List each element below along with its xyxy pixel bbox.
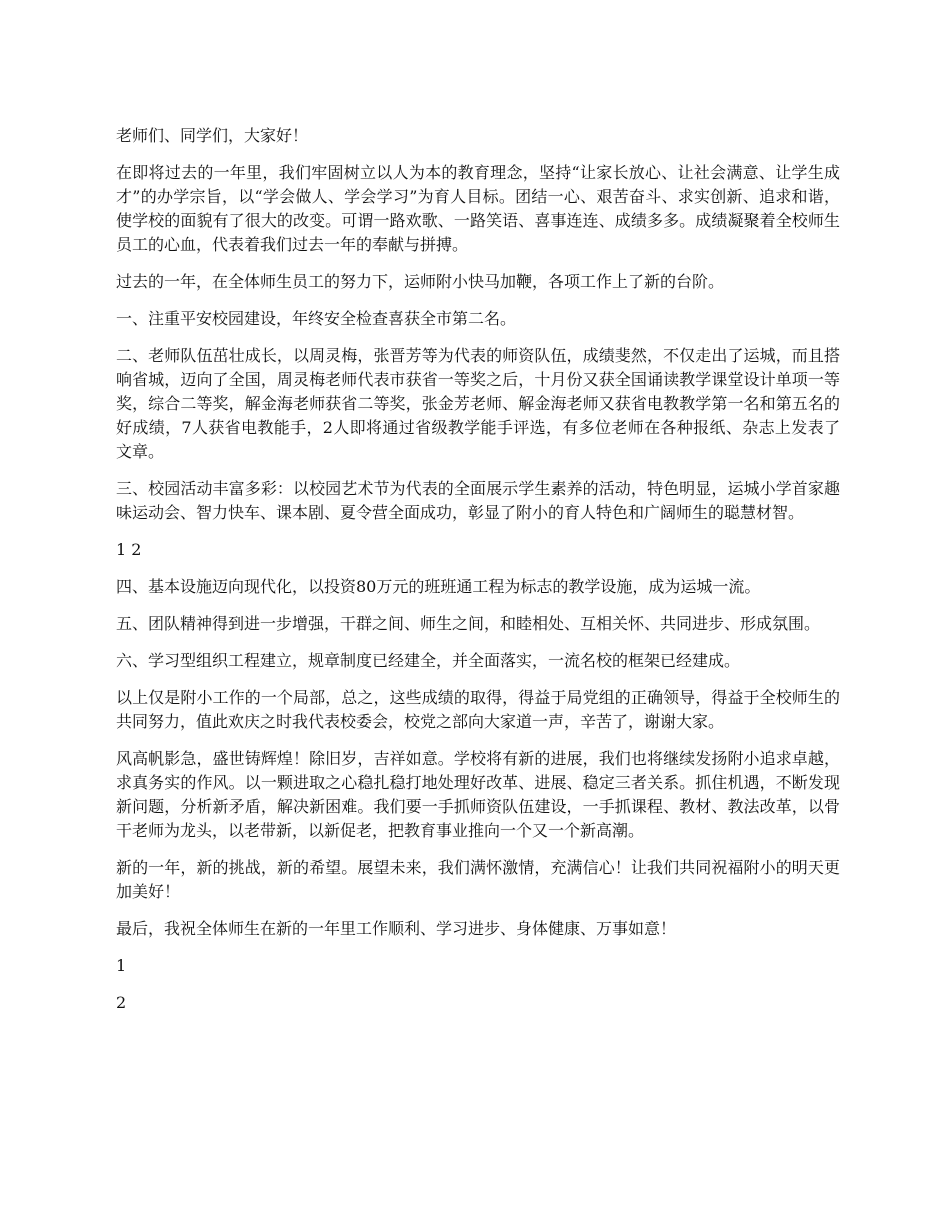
thanks-paragraph: 以上仅是附小工作的一个局部，总之，这些成绩的取得，得益于局党组的正确领导，得益于全校师生的共同努力，值此欢庆之时我代表校委会，校党之部向大家道一声，辛苦了，谢谢大家。 bbox=[116, 688, 840, 731]
item-four-paragraph: 四、基本设施迈向现代化，以投资80万元的班班通工程为标志的教学设施，成为运城一流。 bbox=[116, 577, 761, 596]
item-three-paragraph: 三、校园活动丰富多彩：以校园艺术节为代表的全面展示学生素养的活动，特色明显，运城小学首家趣味运动会、智力快车、课本剧、夏令营全面成功，彰显了附小的育人特色和广阔师生的聪慧材智。 bbox=[116, 479, 840, 522]
item-six-paragraph: 六、学习型组织工程建立，规章制度已经建全，并全面落实，一流名校的框架已经建成。 bbox=[116, 651, 741, 670]
page-marker-paragraph: 1 2 bbox=[116, 540, 142, 559]
summary-paragraph: 过去的一年，在全体师生员工的努力下，运师附小快马加鞭，各项工作上了新的台阶。 bbox=[116, 272, 725, 291]
item-two-paragraph: 二、老师队伍茁壮成长，以周灵梅，张晋芳等为代表的师资队伍，成绩斐然，不仅走出了运城，而且搭响省城，迈向了全国，周灵梅老师代表市获省一等奖之后，十月份又获全国诵读教学课堂设计单项一等奖，综合二等奖，解金海老师获省二等奖，张金芳老师、解金海老师又获省电教教学第一名和第五名的好成绩，7人获省电教能手，2人即将通过省级教学能手评选，有多位老师在各种报纸、杂志上发表了文章。 bbox=[116, 346, 840, 461]
page-number-2: 2 bbox=[116, 993, 127, 1012]
greeting-paragraph: 老师们、同学们，大家好！ bbox=[116, 126, 309, 145]
page-number-1: 1 bbox=[116, 956, 127, 975]
intro-paragraph: 在即将过去的一年里，我们牢固树立以人为本的教育理念，坚持“让家长放心、让社会满意、让学生成才”的办学宗旨，以“学会做人、学会学习”为育人目标。团结一心、艰苦奋斗、求实创新、追求和谐，使学校的面貌有了很大的改变。可谓一路欢歌、一路笑语、喜事连连、成绩多多。成绩凝聚着全校师生员工的心血，代表着我们过去一年的奉献与拼搏。 bbox=[116, 163, 840, 254]
document-page bbox=[116, 124, 840, 1028]
outlook-paragraph: 风高帆影急，盛世铸辉煌！除旧岁，吉祥如意。学校将有新的进展，我们也将继续发扬附小追求卓越，求真务实的作风。以一颗进取之心稳扎稳打地处理好改革、进展、稳定三者关系。抓住机遇，不断发现新问题，分析新矛盾，解决新困难。我们要一手抓师资队伍建设，一手抓课程、教材、教法改革，以骨干老师为龙头，以老带新，以新促老，把教育事业推向一个又一个新高潮。 bbox=[116, 749, 840, 840]
item-one-paragraph: 一、注重平安校园建设，年终安全检查喜获全市第二名。 bbox=[116, 309, 517, 328]
new-year-paragraph: 新的一年，新的挑战，新的希望。展望未来，我们满怀激情，充满信心！让我们共同祝福附小的明天更加美好！ bbox=[116, 858, 840, 901]
closing-paragraph: 最后，我祝全体师生在新的一年里工作顺利、学习进步、身体健康、万事如意！ bbox=[116, 919, 677, 938]
item-five-paragraph: 五、团队精神得到进一步增强，干群之间、师生之间，和睦相处、互相关怀、共同进步、形成氛围。 bbox=[116, 614, 821, 633]
